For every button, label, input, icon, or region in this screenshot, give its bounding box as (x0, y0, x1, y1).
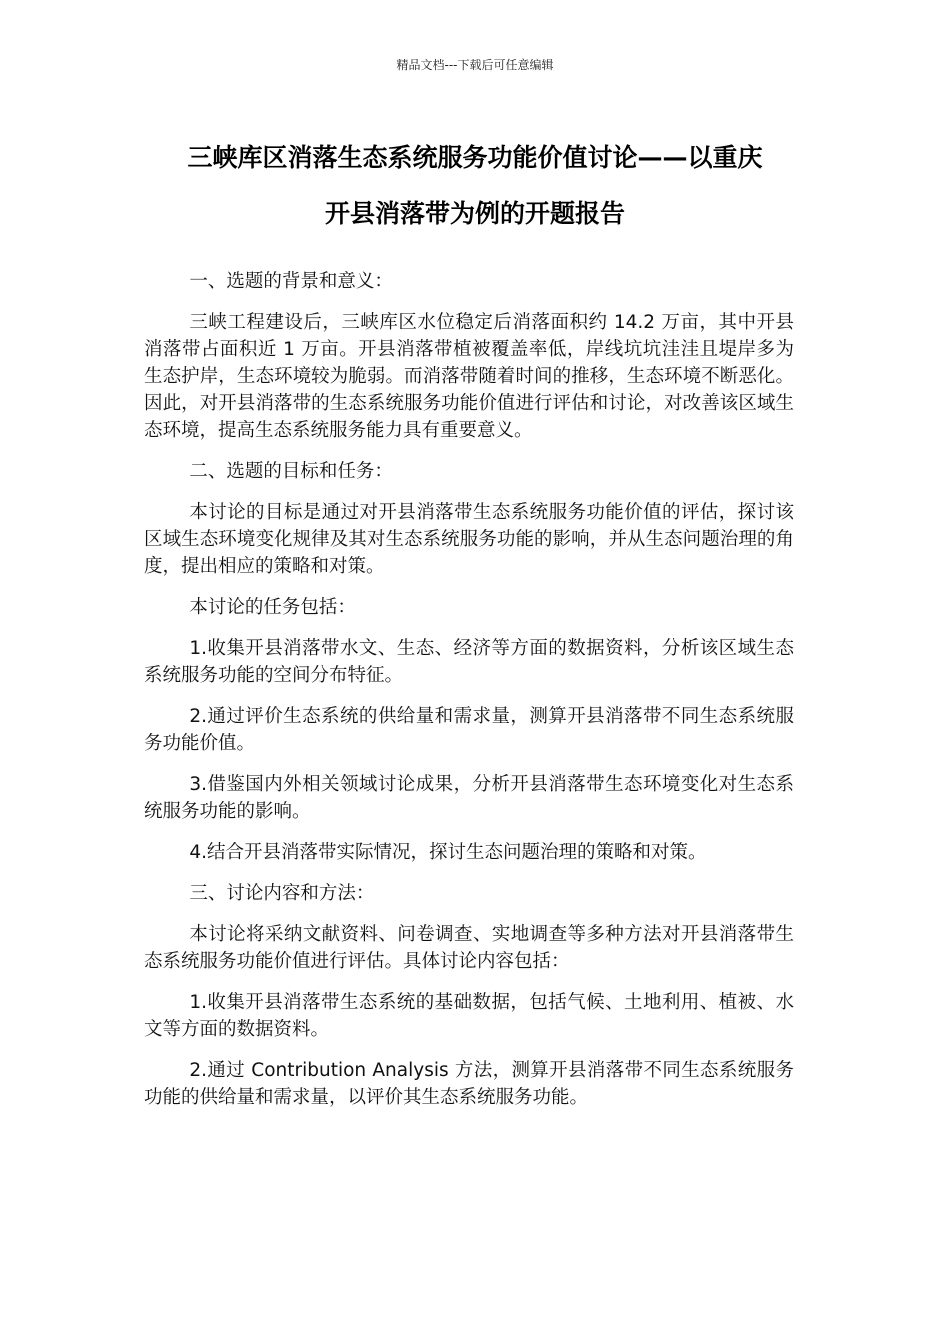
paragraph-tasks-intro: 本讨论的任务包括： (189, 597, 356, 618)
section-heading-methods: 三、讨论内容和方法： (189, 883, 375, 904)
document-body (144, 268, 794, 1125)
task-item-2: 2.通过评价生态系统的供给量和需求量，测算开县消落带不同生态系统服务功能价值。 (144, 706, 794, 754)
method-item-1: 1.收集开县消落带生态系统的基础数据，包括气候、土地利用、植被、水文等方面的数据资料。 (144, 992, 794, 1040)
title-line-1: 三峡库区消落生态系统服务功能价值讨论——以重庆 (187, 143, 763, 172)
section-heading-background: 一、选题的背景和意义： (189, 271, 393, 292)
task-item-1: 1.收集开县消落带水文、生态、经济等方面的数据资料，分析该区域生态系统服务功能的空间分布特征。 (144, 638, 794, 686)
method-item-2: 2.通过 Contribution Analysis 方法，测算开县消落带不同生态系统服务功能的供给量和需求量，以评价其生态系统服务功能。 (144, 1060, 794, 1108)
paragraph-goals: 本讨论的目标是通过对开县消落带生态系统服务功能价值的评估，探讨该区域生态环境变化规律及其对生态系统服务功能的影响，并从生态问题治理的角度，提出相应的策略和对策。 (144, 502, 794, 577)
header-note: 精品文档---下载后可任意编辑 (396, 58, 554, 72)
task-item-4: 4.结合开县消落带实际情况，探讨生态问题治理的策略和对策。 (189, 842, 707, 863)
document-title (120, 130, 830, 242)
paragraph-background: 三峡工程建设后，三峡库区水位稳定后消落面积约 14.2 万亩，其中开县消落带占面积近 1 万亩。开县消落带植被覆盖率低，岸线坑坑洼洼且堤岸多为生态护岸，生态环境较为脆弱。而消落带随着时间的推移，生态环境不断恶化。因此，对开县消落带的生态系统服务功能价值进行评估和讨论，对改善该区域生态环境，提高生态系统服务能力具有重要意义。 (144, 312, 794, 441)
paragraph-methods: 本讨论将采纳文献资料、问卷调查、实地调查等多种方法对开县消落带生态系统服务功能价值进行评估。具体讨论内容包括： (144, 924, 794, 972)
title-line-2: 开县消落带为例的开题报告 (324, 199, 625, 228)
task-item-3: 3.借鉴国内外相关领域讨论成果，分析开县消落带生态环境变化对生态系统服务功能的影响。 (144, 774, 794, 822)
section-heading-goals: 二、选题的目标和任务： (189, 461, 393, 482)
